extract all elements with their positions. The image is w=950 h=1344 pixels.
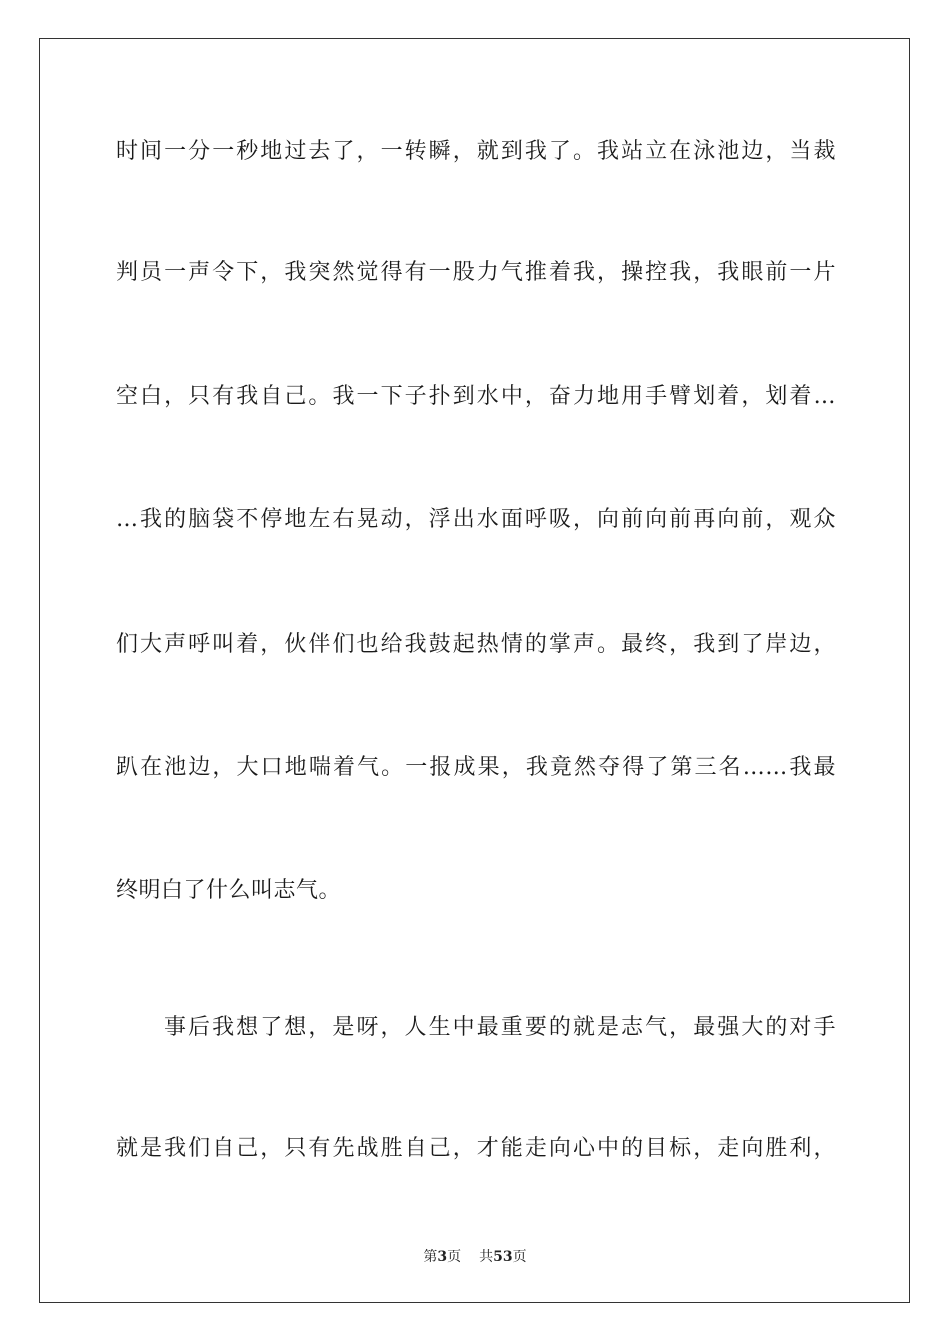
paragraph-line-8: 事后我想了想，是呀，人生中最重要的就是志气，最强大的对手 — [164, 1015, 836, 1040]
paragraph-line-2: 判员一声令下，我突然觉得有一股力气推着我，操控我，我眼前一片 — [116, 260, 836, 285]
paragraph-line-1: 时间一分一秒地过去了，一转瞬，就到我了。我站立在泳池边，当裁 — [116, 139, 836, 164]
footer-page-suffix: 页 — [447, 1249, 462, 1265]
page-footer — [0, 1247, 950, 1267]
footer-total-prefix: 共 — [479, 1249, 494, 1265]
paragraph-line-3: 空白，只有我自己。我一下子扑到水中，奋力地用手臂划着，划着… — [116, 384, 836, 409]
paragraph-line-4: …我的脑袋不停地左右晃动，浮出水面呼吸，向前向前再向前，观众 — [116, 507, 836, 532]
footer-page-number: 3 — [437, 1249, 448, 1265]
page-border — [39, 38, 910, 1303]
paragraph-line-9: 就是我们自己，只有先战胜自己，才能走向心中的目标，走向胜利， — [116, 1136, 836, 1161]
footer-page-prefix: 第 — [423, 1249, 438, 1265]
footer-total-number: 53 — [493, 1249, 513, 1265]
paragraph-line-6: 趴在池边，大口地喘着气。一报成果，我竟然夺得了第三名……我最 — [116, 755, 836, 780]
paragraph-line-5: 们大声呼叫着，伙伴们也给我鼓起热情的掌声。最终，我到了岸边， — [116, 632, 836, 657]
footer-total-suffix: 页 — [512, 1249, 527, 1265]
paragraph-line-7: 终明白了什么叫志气。 — [116, 878, 342, 903]
